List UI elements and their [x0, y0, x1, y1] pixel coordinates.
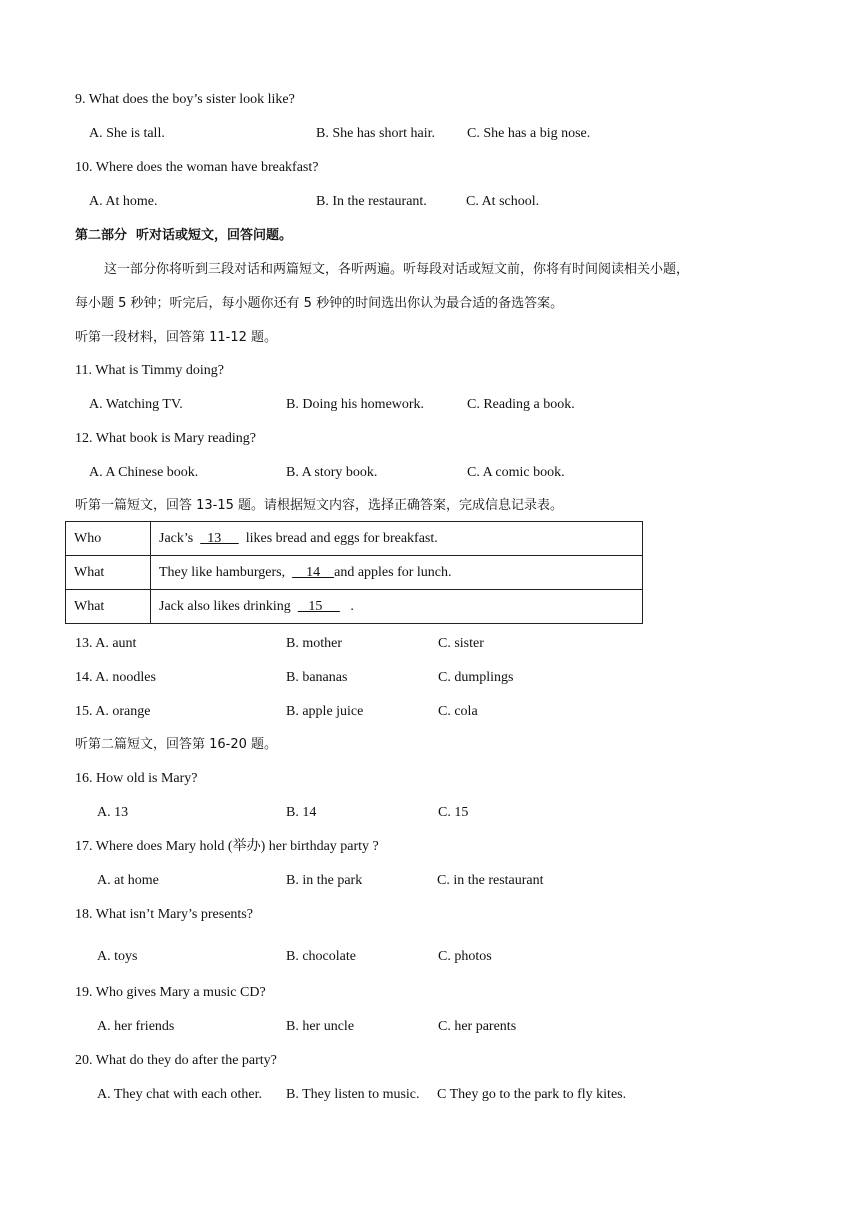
- option-13c[interactable]: C. sister: [438, 636, 484, 651]
- question-10: 10. Where does the woman have breakfast?: [75, 160, 319, 175]
- row-content: They like hamburgers, 14 and apples for lunch.: [151, 556, 643, 590]
- option-16c[interactable]: C. 15: [438, 805, 469, 820]
- row-content: Jack also likes drinking 15 .: [151, 590, 643, 624]
- question-15[interactable]: 15. A. orange: [75, 704, 151, 719]
- row-label: What: [66, 556, 151, 590]
- blank-14[interactable]: 14: [292, 564, 335, 580]
- question-16: 16. How old is Mary?: [75, 771, 198, 786]
- question-18: 18. What isn’t Mary’s presents?: [75, 907, 253, 922]
- section-instruction-13-15: 听第一篇短文，回答 13-15 题。请根据短文内容，选择正确答案，完成信息记录表。: [75, 498, 564, 513]
- option-12a[interactable]: A. A Chinese book.: [89, 465, 199, 480]
- question-9: 9. What does the boy’s sister look like?: [75, 92, 295, 107]
- part2-heading: 第二部分 听对话或短文，回答问题。: [75, 228, 293, 243]
- option-19c[interactable]: C. her parents: [438, 1019, 517, 1034]
- option-18b[interactable]: B. chocolate: [286, 949, 356, 964]
- option-14b[interactable]: B. bananas: [286, 670, 348, 685]
- blank-13[interactable]: 13: [200, 530, 239, 546]
- option-17c[interactable]: C. in the restaurant: [437, 873, 544, 888]
- row-content: Jack’s 13 likes bread and eggs for breakfast.: [151, 522, 643, 556]
- option-15b[interactable]: B. apple juice: [286, 704, 364, 719]
- option-17b[interactable]: B. in the park: [286, 873, 363, 888]
- option-10c[interactable]: C. At school.: [466, 194, 540, 209]
- question-19: 19. Who gives Mary a music CD?: [75, 985, 266, 1000]
- option-17a[interactable]: A. at home: [97, 873, 159, 888]
- table-row: [66, 522, 643, 556]
- option-16b[interactable]: B. 14: [286, 805, 317, 820]
- option-19a[interactable]: A. her friends: [97, 1019, 175, 1034]
- question-13[interactable]: 13. A. aunt: [75, 636, 137, 651]
- section-instruction-11-12: 听第一段材料，回答第 11-12 题。: [75, 330, 278, 345]
- option-16a[interactable]: A. 13: [97, 805, 129, 820]
- blank-15[interactable]: 15: [297, 598, 340, 614]
- option-10b[interactable]: B. In the restaurant.: [316, 194, 427, 209]
- option-14c[interactable]: C. dumplings: [438, 670, 514, 685]
- question-14[interactable]: 14. A. noodles: [75, 670, 156, 685]
- option-12c[interactable]: C. A comic book.: [467, 465, 565, 480]
- option-10a[interactable]: A. At home.: [89, 194, 158, 209]
- option-20b[interactable]: B. They listen to music.: [286, 1087, 420, 1102]
- option-15c[interactable]: C. cola: [438, 704, 478, 719]
- question-11: 11. What is Timmy doing?: [75, 363, 224, 378]
- option-9b[interactable]: B. She has short hair.: [316, 126, 435, 141]
- table-row: [66, 556, 643, 590]
- info-record-table: [65, 521, 643, 624]
- option-11c[interactable]: C. Reading a book.: [467, 397, 575, 412]
- part2-intro-line1: 这一部分你将听到三段对话和两篇短文，各听两遍。听每段对话或短文前，你将有时间阅读相关小题，: [104, 262, 690, 277]
- option-9c[interactable]: C. She has a big nose.: [467, 126, 591, 141]
- option-11a[interactable]: A. Watching TV.: [89, 397, 183, 412]
- option-20c[interactable]: C They go to the park to fly kites.: [437, 1087, 627, 1102]
- option-18c[interactable]: C. photos: [438, 949, 492, 964]
- question-17: 17. Where does Mary hold (举办) her birthday party ?: [75, 839, 379, 854]
- option-9a[interactable]: A. She is tall.: [89, 126, 165, 141]
- section-instruction-16-20: 听第二篇短文，回答第 16-20 题。: [75, 737, 278, 752]
- question-20: 20. What do they do after the party?: [75, 1053, 277, 1068]
- table-row: [66, 590, 643, 624]
- row-label: Who: [66, 522, 151, 556]
- option-11b[interactable]: B. Doing his homework.: [286, 397, 425, 412]
- question-12: 12. What book is Mary reading?: [75, 431, 256, 446]
- option-13b[interactable]: B. mother: [286, 636, 342, 651]
- option-20a[interactable]: A. They chat with each other.: [97, 1087, 262, 1102]
- option-19b[interactable]: B. her uncle: [286, 1019, 355, 1034]
- option-18a[interactable]: A. toys: [97, 949, 138, 964]
- part2-intro-line2: 每小题 5 秒钟；听完后，每小题你还有 5 秒钟的时间选出你认为最合适的备选答案。: [75, 296, 564, 311]
- option-12b[interactable]: B. A story book.: [286, 465, 378, 480]
- row-label: What: [66, 590, 151, 624]
